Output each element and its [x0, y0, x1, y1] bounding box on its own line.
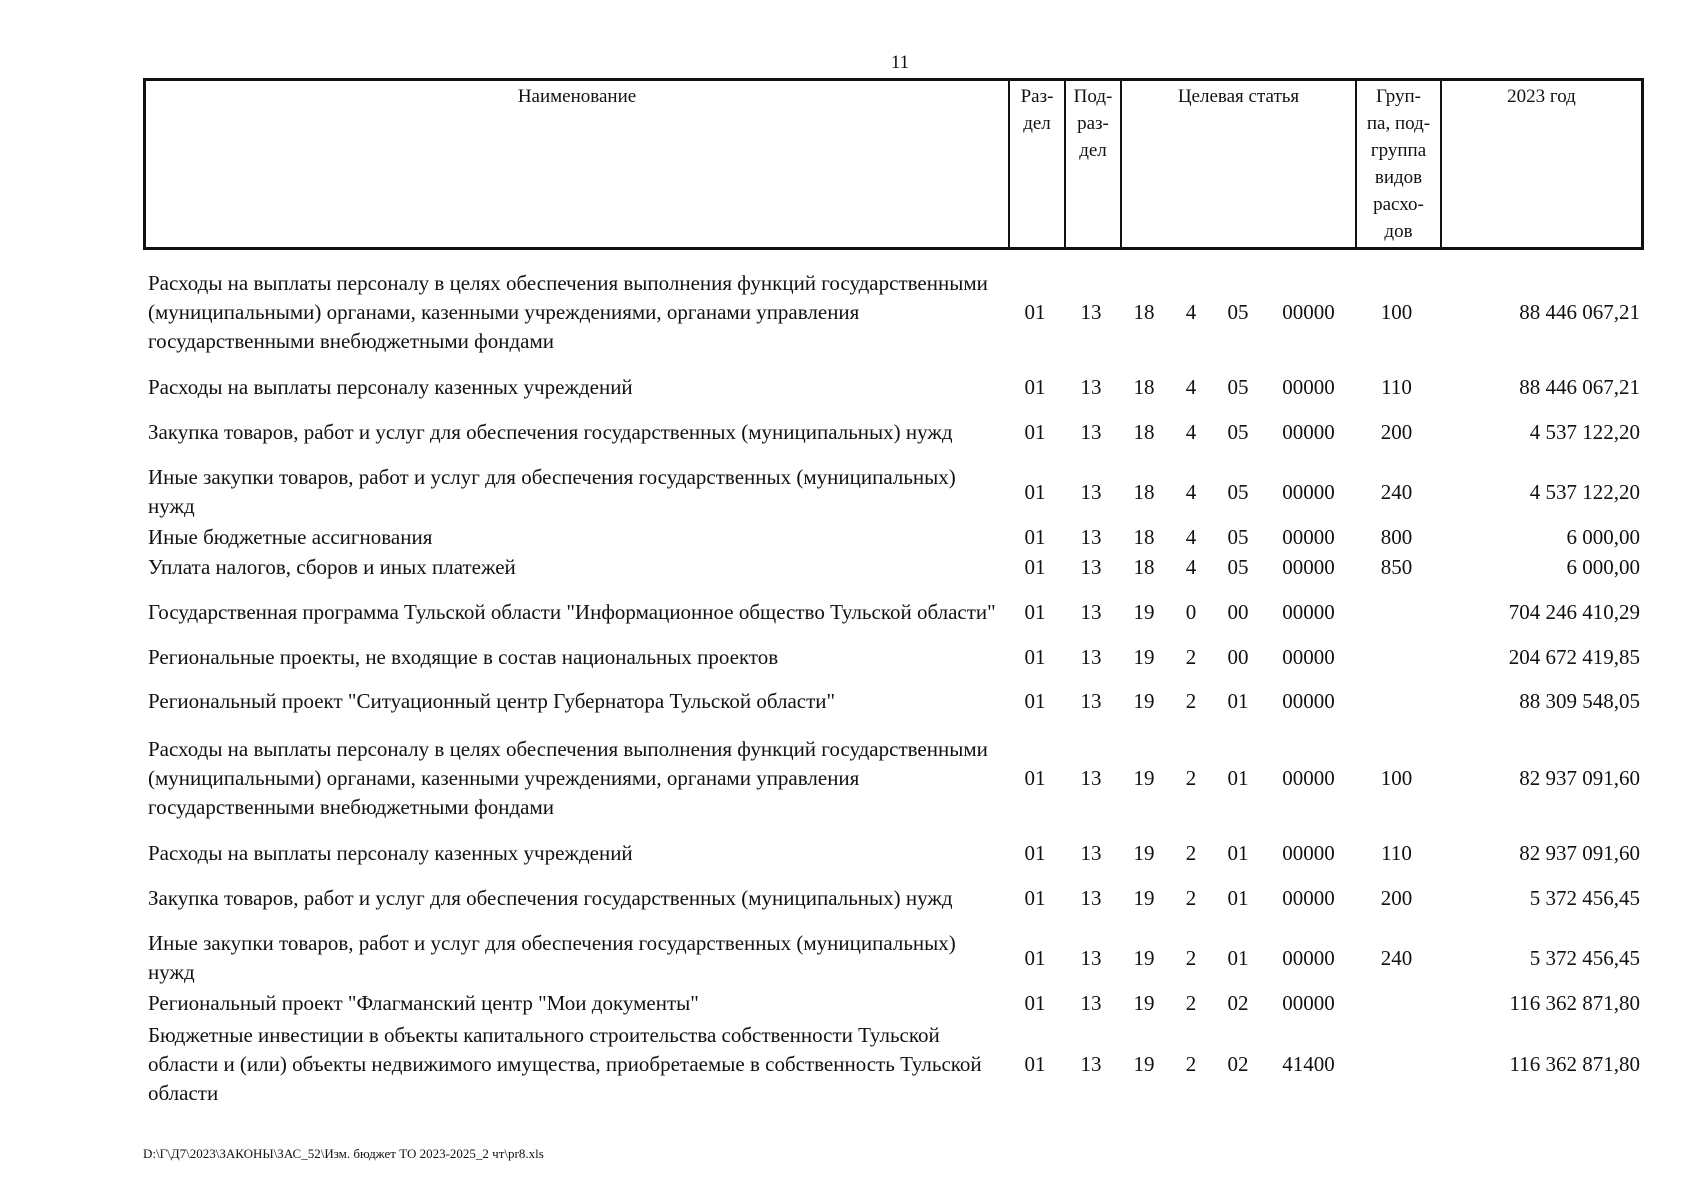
- row-podrazdel: 13: [1080, 419, 1102, 444]
- header-year: 2023 год: [1507, 86, 1576, 107]
- row-podrazdel: 13: [1080, 688, 1102, 713]
- row-cs-direction: 00000: [1282, 479, 1335, 504]
- row-razdel: 01: [1024, 885, 1046, 910]
- header-gruppa: Груп- па, под- группа видов расхо- дов: [1357, 81, 1442, 247]
- row-name: Бюджетные инвестиции в объекты капитального строительства собственности Тульской области и (или) объекты недвижимого имущества, приобретаемые в собственность Тульской области: [148, 1022, 982, 1105]
- row-sum: 82 937 091,60: [1519, 840, 1640, 865]
- row-sum: 704 246 410,29: [1508, 599, 1640, 624]
- row-podrazdel: 13: [1080, 765, 1102, 790]
- row-razdel: 01: [1024, 765, 1046, 790]
- row-cs-structure: 05: [1227, 524, 1249, 549]
- row-cs-direction: 00000: [1282, 644, 1335, 669]
- row-cs-program: 18: [1133, 479, 1155, 504]
- row-cs-direction: 00000: [1282, 299, 1335, 324]
- row-cs-direction: 00000: [1282, 840, 1335, 865]
- table-row: [143, 868, 1644, 928]
- row-cs-type: 2: [1185, 1051, 1197, 1076]
- row-cs-program: 19: [1133, 1051, 1155, 1076]
- row-razdel: 01: [1024, 840, 1046, 865]
- row-name: Закупка товаров, работ и услуг для обеспечения государственных (муниципальных) нужд: [148, 419, 953, 444]
- row-razdel: 01: [1024, 945, 1046, 970]
- row-cs-structure: 05: [1227, 554, 1249, 579]
- row-name: Расходы на выплаты персоналу в целях обеспечения выполнения функций государственными (муниципальными) органами, казенными учреждениями, органами управления государственными внебюджетными фондами: [148, 270, 988, 353]
- header-podrazdel: Под- раз- дел: [1066, 81, 1122, 247]
- row-sum: 88 309 548,05: [1519, 688, 1640, 713]
- row-cs-direction: 00000: [1282, 599, 1335, 624]
- row-cs-type: 2: [1185, 945, 1197, 970]
- row-podrazdel: 13: [1080, 524, 1102, 549]
- row-razdel: 01: [1024, 554, 1046, 579]
- row-name: Региональные проекты, не входящие в состав национальных проектов: [148, 644, 779, 669]
- row-gruppa: 200: [1380, 419, 1413, 444]
- row-cs-direction: 00000: [1282, 419, 1335, 444]
- row-cs-program: 18: [1133, 554, 1155, 579]
- table-row: [143, 642, 1644, 672]
- row-podrazdel: 13: [1080, 1051, 1102, 1076]
- row-cs-structure: 05: [1227, 299, 1249, 324]
- row-gruppa: 110: [1381, 840, 1412, 865]
- row-gruppa: 110: [1381, 374, 1412, 399]
- row-cs-direction: 00000: [1282, 945, 1335, 970]
- file-path-footer: D:\Г\Д7\2023\ЗАКОНЫ\ЗАС_52\Изм. бюджет ТО 2023-2025_2 чт\pr8.xls: [143, 1146, 544, 1161]
- row-cs-program: 19: [1133, 599, 1155, 624]
- header-celevaya-statya: Целевая статья: [1122, 81, 1357, 247]
- row-sum: 116 362 871,80: [1509, 1051, 1640, 1076]
- table-row: [143, 686, 1644, 716]
- row-name: Расходы на выплаты персоналу казенных учреждений: [148, 840, 633, 865]
- row-cs-type: 4: [1185, 374, 1197, 399]
- table-row: [143, 372, 1644, 402]
- row-cs-structure: 01: [1227, 945, 1249, 970]
- table-row: [143, 582, 1644, 642]
- row-razdel: 01: [1024, 688, 1046, 713]
- row-cs-type: 2: [1185, 765, 1197, 790]
- row-cs-structure: 05: [1227, 374, 1249, 399]
- row-name: Региональный проект "Флагманский центр "Мои документы": [148, 990, 699, 1015]
- table-row: [143, 266, 1644, 358]
- row-cs-type: 2: [1185, 840, 1197, 865]
- row-cs-direction: 00000: [1282, 885, 1335, 910]
- row-name: Региональный проект "Ситуационный центр Губернатора Тульской области": [148, 688, 836, 713]
- row-cs-type: 4: [1185, 299, 1197, 324]
- table-row: [143, 1018, 1644, 1110]
- table-row: [143, 928, 1644, 988]
- row-cs-direction: 00000: [1282, 688, 1335, 713]
- row-sum: 88 446 067,21: [1519, 299, 1640, 324]
- row-podrazdel: 13: [1080, 840, 1102, 865]
- row-name: Уплата налогов, сборов и иных платежей: [148, 554, 516, 579]
- row-podrazdel: 13: [1080, 554, 1102, 579]
- row-name: Иные бюджетные ассигнования: [148, 524, 433, 549]
- row-cs-type: 4: [1185, 524, 1197, 549]
- row-razdel: 01: [1024, 479, 1046, 504]
- table-row: [143, 988, 1644, 1018]
- row-razdel: 01: [1024, 644, 1046, 669]
- row-gruppa: 800: [1380, 524, 1413, 549]
- row-cs-structure: 01: [1227, 840, 1249, 865]
- row-podrazdel: 13: [1080, 644, 1102, 669]
- row-cs-direction: 00000: [1282, 554, 1335, 579]
- row-cs-type: 4: [1185, 419, 1197, 444]
- table-row: [143, 732, 1644, 824]
- row-name: Расходы на выплаты персоналу в целях обеспечения выполнения функций государственными (муниципальными) органами, казенными учреждениями, органами управления государственными внебюджетными фондами: [148, 736, 988, 819]
- row-cs-direction: 00000: [1282, 765, 1335, 790]
- row-sum: 5 372 456,45: [1529, 885, 1640, 910]
- row-sum: 5 372 456,45: [1529, 945, 1640, 970]
- row-sum: 82 937 091,60: [1519, 765, 1640, 790]
- row-cs-program: 18: [1133, 524, 1155, 549]
- row-cs-direction: 41400: [1282, 1051, 1335, 1076]
- row-cs-program: 19: [1133, 885, 1155, 910]
- row-cs-type: 2: [1185, 688, 1197, 713]
- row-cs-type: 2: [1185, 885, 1197, 910]
- row-cs-type: 4: [1185, 554, 1197, 579]
- row-cs-direction: 00000: [1282, 374, 1335, 399]
- row-cs-program: 19: [1133, 945, 1155, 970]
- row-name: Иные закупки товаров, работ и услуг для обеспечения государственных (муниципальных) нужд: [148, 465, 956, 518]
- row-podrazdel: 13: [1080, 990, 1102, 1015]
- row-name: Закупка товаров, работ и услуг для обеспечения государственных (муниципальных) нужд: [148, 885, 953, 910]
- row-razdel: 01: [1024, 599, 1046, 624]
- row-cs-structure: 01: [1227, 885, 1249, 910]
- row-cs-program: 19: [1133, 644, 1155, 669]
- table-row: [143, 462, 1644, 522]
- page-number: 11: [890, 52, 910, 73]
- row-razdel: 01: [1024, 374, 1046, 399]
- row-name: Государственная программа Тульской области "Информационное общество Тульской области": [148, 599, 996, 624]
- row-cs-structure: 05: [1227, 479, 1249, 504]
- row-sum: 4 537 122,20: [1529, 419, 1640, 444]
- row-sum: 6 000,00: [1566, 524, 1640, 549]
- table-row: [143, 522, 1644, 552]
- row-sum: 88 446 067,21: [1519, 374, 1640, 399]
- row-razdel: 01: [1024, 299, 1046, 324]
- row-podrazdel: 13: [1080, 885, 1102, 910]
- table-row: [143, 552, 1644, 582]
- row-cs-type: 4: [1185, 479, 1197, 504]
- row-cs-structure: 02: [1227, 990, 1249, 1015]
- row-sum: 6 000,00: [1566, 554, 1640, 579]
- row-cs-program: 18: [1133, 374, 1155, 399]
- row-gruppa: 850: [1380, 554, 1413, 579]
- row-podrazdel: 13: [1080, 945, 1102, 970]
- row-cs-structure: 01: [1227, 765, 1249, 790]
- row-name: Расходы на выплаты персоналу казенных учреждений: [148, 374, 633, 399]
- row-cs-structure: 02: [1227, 1051, 1249, 1076]
- row-sum: 4 537 122,20: [1529, 479, 1640, 504]
- row-cs-structure: 01: [1227, 688, 1249, 713]
- header-name: Наименование: [146, 81, 1010, 247]
- row-cs-direction: 00000: [1282, 990, 1335, 1015]
- table-header: [143, 78, 1644, 250]
- row-cs-program: 19: [1133, 688, 1155, 713]
- row-razdel: 01: [1024, 990, 1046, 1015]
- header-razdel: Раз- дел: [1010, 81, 1066, 247]
- row-cs-structure: 05: [1227, 419, 1249, 444]
- row-name: Иные закупки товаров, работ и услуг для обеспечения государственных (муниципальных) нужд: [148, 931, 956, 984]
- row-sum: 204 672 419,85: [1508, 644, 1640, 669]
- row-cs-structure: 00: [1227, 644, 1249, 669]
- row-cs-type: 0: [1185, 599, 1197, 624]
- row-podrazdel: 13: [1080, 374, 1102, 399]
- table-row: [143, 838, 1644, 868]
- row-razdel: 01: [1024, 524, 1046, 549]
- row-sum: 116 362 871,80: [1509, 990, 1640, 1015]
- row-cs-structure: 00: [1227, 599, 1249, 624]
- row-razdel: 01: [1024, 419, 1046, 444]
- row-gruppa: 200: [1380, 885, 1413, 910]
- row-cs-program: 19: [1133, 840, 1155, 865]
- row-podrazdel: 13: [1080, 299, 1102, 324]
- row-gruppa: 240: [1380, 479, 1413, 504]
- row-cs-direction: 00000: [1282, 524, 1335, 549]
- row-cs-type: 2: [1185, 644, 1197, 669]
- row-gruppa: 240: [1380, 945, 1413, 970]
- row-cs-program: 18: [1133, 299, 1155, 324]
- row-cs-program: 19: [1133, 990, 1155, 1015]
- row-razdel: 01: [1024, 1051, 1046, 1076]
- row-podrazdel: 13: [1080, 599, 1102, 624]
- row-cs-program: 18: [1133, 419, 1155, 444]
- row-podrazdel: 13: [1080, 479, 1102, 504]
- row-cs-program: 19: [1133, 765, 1155, 790]
- table-row: [143, 402, 1644, 462]
- row-gruppa: 100: [1380, 299, 1413, 324]
- row-gruppa: 100: [1380, 765, 1413, 790]
- row-cs-type: 2: [1185, 990, 1197, 1015]
